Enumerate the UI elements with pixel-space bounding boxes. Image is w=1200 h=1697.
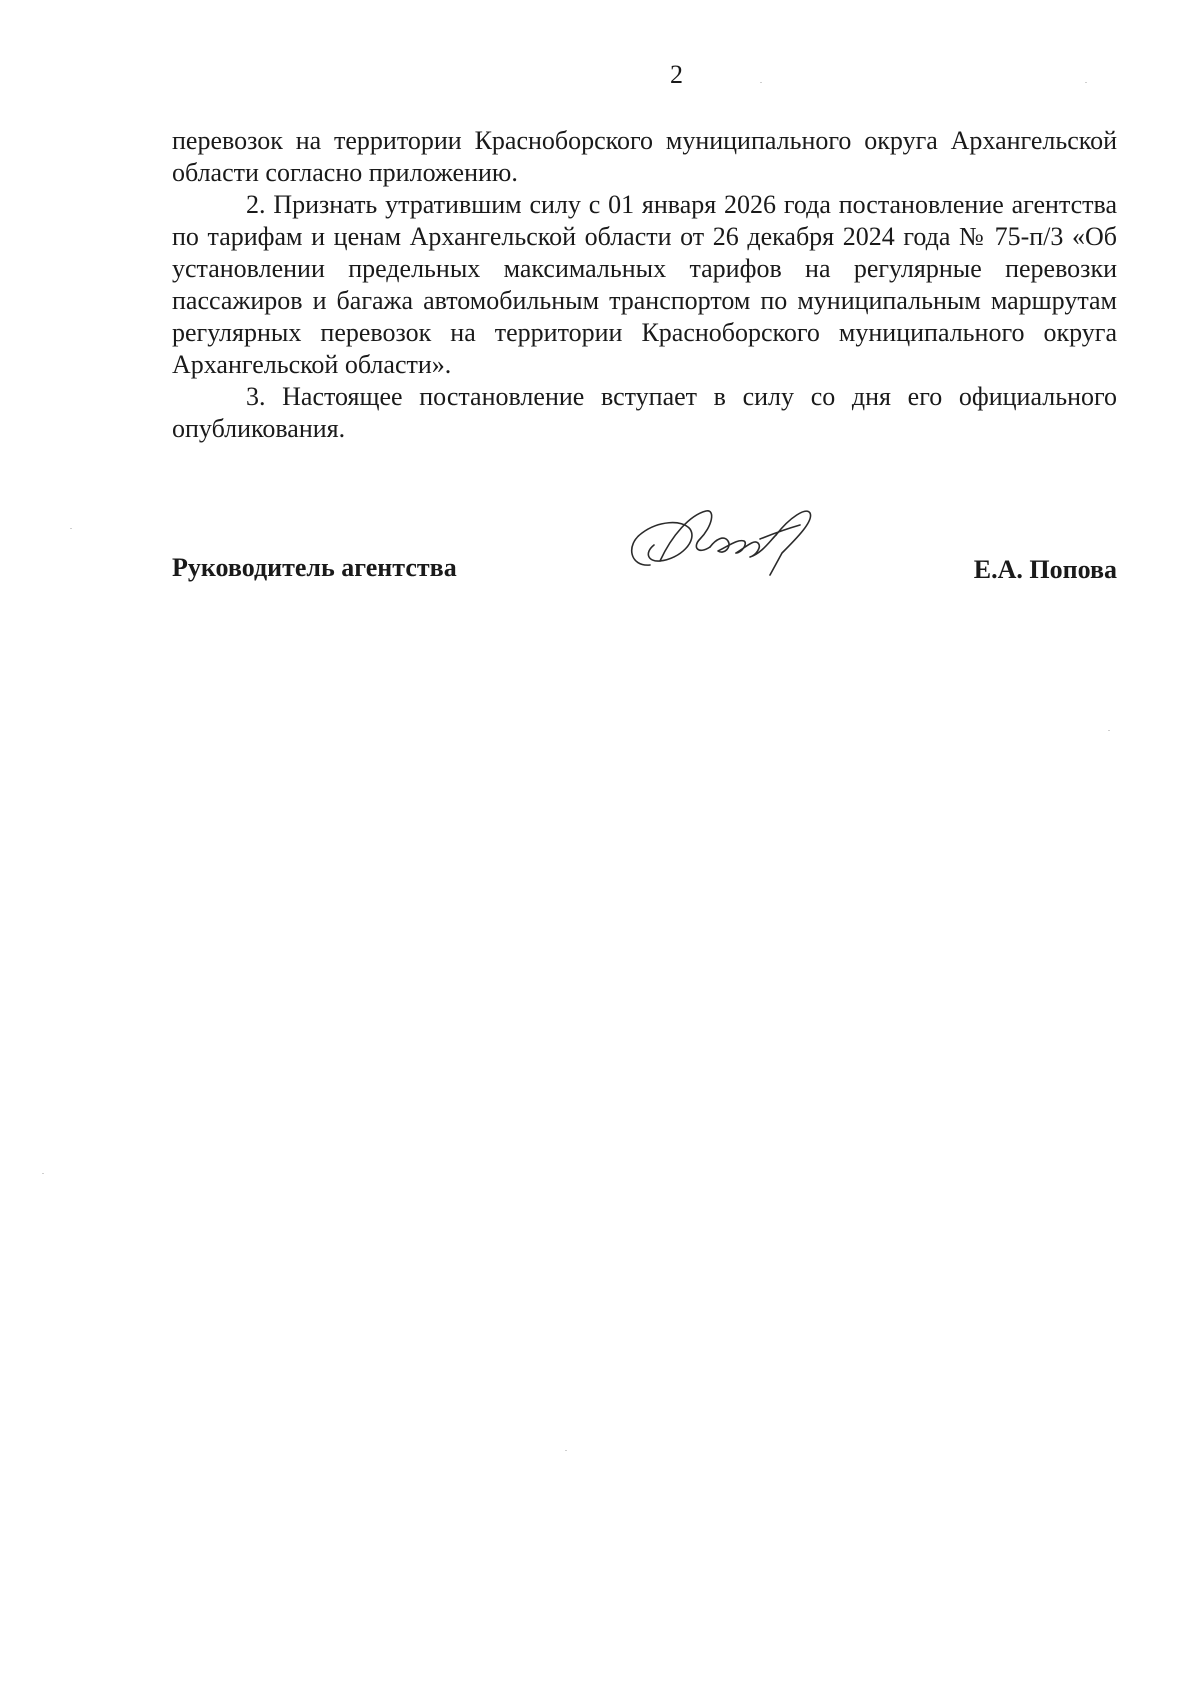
signatory-name: Е.А. Попова: [973, 555, 1117, 584]
page-number: 2: [670, 60, 683, 89]
scan-speck: [1108, 730, 1110, 731]
paragraph-item-2: 2. Признать утратившим силу с 01 января 2026 года постановление агентства по тарифам и ценам Архангельской области от 26 декабря 2024 года № 75-п/3 «Об установлении предельных максимальных тарифов на регулярные перевозки пассажиров и багажа автомобильным транспортом по муниципальным маршрутам регулярных перевозок на территории Красноборского муниципального округа Архангельской области».: [172, 190, 1117, 379]
scan-speck: [70, 528, 72, 529]
document-body: [172, 125, 1117, 445]
signature-block: [172, 540, 1117, 600]
paragraph-continuation: перевозок на территории Красноборского муниципального округа Архангельской области согласно приложению.: [172, 126, 1117, 187]
signatory-title: Руководитель агентства: [172, 553, 457, 582]
scan-speck: [760, 82, 762, 83]
scan-speck: [565, 1450, 567, 1451]
scan-speck: [1085, 82, 1087, 83]
paragraph-item-3: 3. Настоящее постановление вступает в силу со дня его официального опубликования.: [172, 382, 1117, 443]
scan-speck: [42, 1173, 44, 1174]
